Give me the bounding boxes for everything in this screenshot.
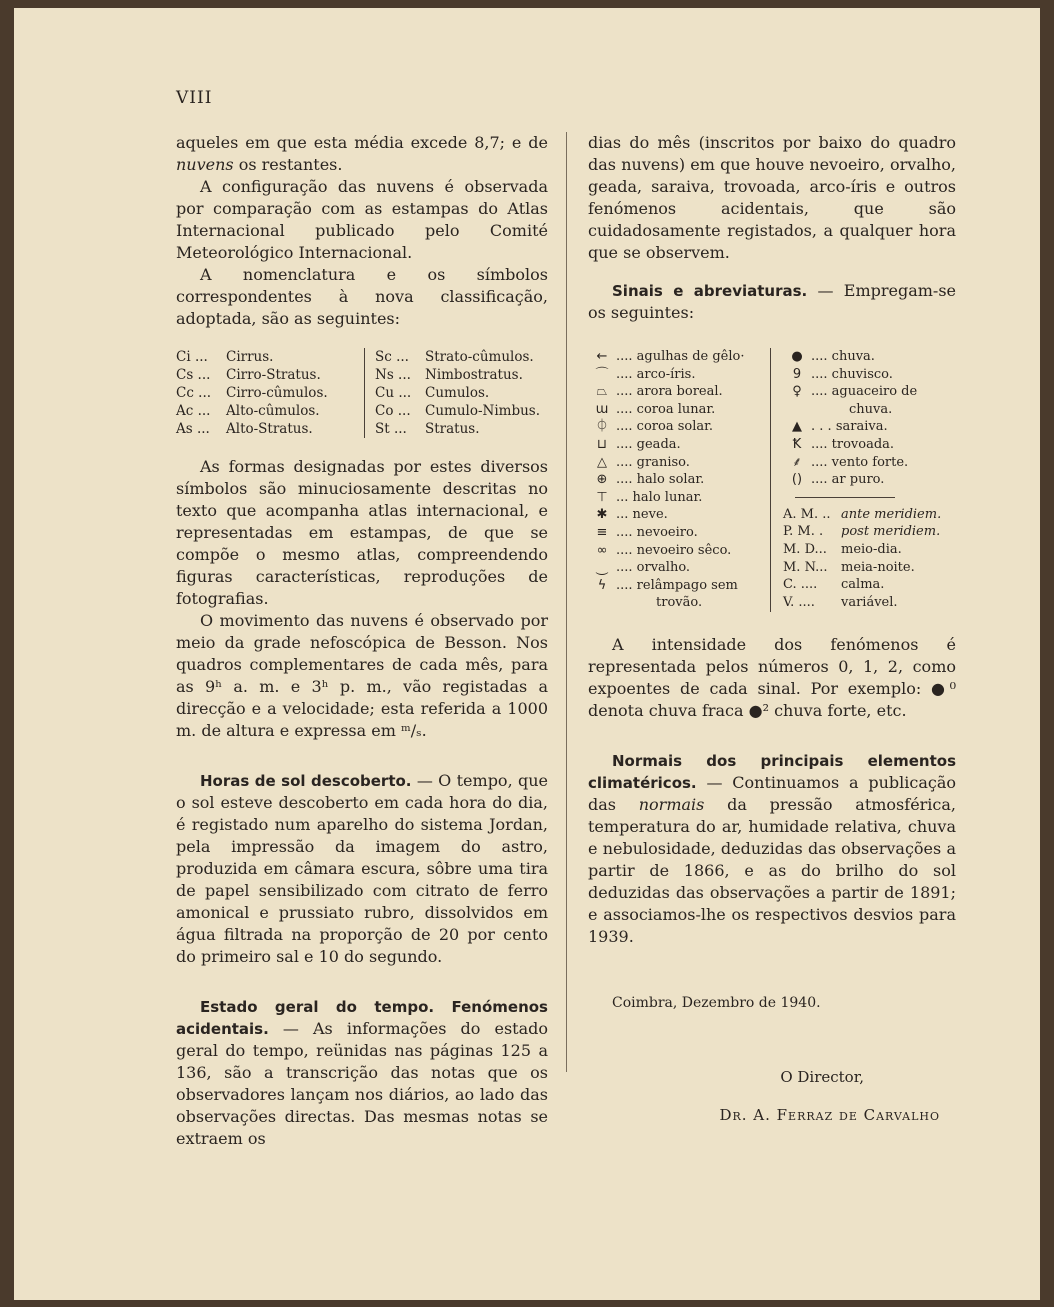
paragraph: As formas designadas por estes diversos símbolos são minuciosamente descritas no texto que acompanha atlas internacional, e representadas em estampas, de que se compõe o mesmo atlas, compreendendo figuras características, reproduções de fotografias. [176, 457, 548, 608]
drizzle-icon: 9 [792, 366, 802, 382]
list-item: ɯ .... coroa lunar. [588, 401, 766, 419]
cloud-list-left [176, 348, 365, 438]
list-item: M. N... meia-noite. [783, 559, 915, 575]
divider [795, 497, 895, 498]
list-item: Cs ... Cirro-Stratus. [176, 367, 321, 383]
list-item: Ns ... Nimbostratus. [375, 367, 523, 383]
paragraph: Horas de sol descoberto. — O tempo, que o sol esteve descoberto em cada hora do dia, é registado num aparelho do sistema Jordan, pela impressão da imagem do astro, produzida em câmara escura, sôbre uma tira de papel sensibilizado com citrato de ferro amonical e prussiato rubro, dissolvidos em água filtrada na proporção de 20 por cento do primeiro sal e 10 do segundo. [176, 771, 548, 966]
list-item: As ... Alto-Stratus. [176, 421, 313, 437]
dew-icon: ⏝ [595, 560, 609, 576]
list-item: ⌒ .... arco-íris. [588, 366, 766, 384]
list-item: Cc ... Cirro-cûmulos. [176, 385, 328, 401]
graupel-icon: △ [597, 454, 607, 470]
thunderstorm-icon: Ꝁ [792, 436, 802, 452]
paragraph: Estado geral do tempo. Fenómenos acidentais. — As informações do estado geral do tempo, reünidas nas páginas 125 a 136, são a transcrição das notas que os observadores lançam nos diários, ao lado das observações directas. Das mesmas notas se extraem os [176, 998, 548, 1148]
list-item: ⊕ .... halo solar. [588, 471, 766, 489]
list-item: Sc ... Strato-cûmulos. [375, 349, 534, 365]
list-item: △ .... graniso. [588, 454, 766, 472]
symbols-table [588, 348, 956, 612]
list-item: ϟ .... relâmpago sem [588, 577, 766, 595]
list-item: ✱ ... neve. [588, 506, 766, 524]
paragraph: A nomenclatura e os símbolos correspondentes à nova classificação, adoptada, são as seguintes: [176, 265, 548, 328]
solar-corona-icon: ⏀ [595, 419, 609, 435]
list-item: M. D... meio-dia. [783, 541, 902, 557]
rain-icon: ● [791, 349, 803, 364]
section-heading: Horas de sol descoberto. [200, 772, 412, 790]
strong-wind-icon: ⸙ [792, 454, 802, 470]
list-item: ⊔ .... geada. [588, 436, 766, 454]
lunar-halo-icon: ⊤ [596, 489, 608, 505]
paragraph: Sinais e abreviaturas. — Empregam-se os seguintes: [588, 281, 957, 322]
list-item: Ci ... Cirrus. [176, 349, 274, 365]
list-item-continuation: chuva. [849, 401, 893, 417]
rainbow-icon: ⌒ [595, 366, 609, 382]
paragraph: dias do mês (inscritos por baixo do quadro das nuvens) em que houve nevoeiro, orvalho, geada, saraiva, trovoada, arco-íris e outros fenómenos acidentais, que são cuidadosamente registados, a qualquer hora que se observem. [588, 133, 956, 262]
solar-halo-icon: ⊕ [596, 472, 608, 488]
list-item-continuation: trovão. [656, 595, 703, 611]
list-item: () .... ar puro. [783, 471, 953, 489]
place-date: Coimbra, Dezembro de 1940. [612, 994, 821, 1011]
symbols-list-right [771, 348, 953, 612]
list-item: ⏝ .... orvalho. [588, 559, 766, 577]
lightning-icon: ϟ [597, 577, 607, 593]
left-column [176, 132, 548, 1150]
fog-icon: ≡ [596, 524, 608, 540]
list-item: Cu ... Cumulos. [375, 385, 490, 401]
signature-name: Dr. A. Ferraz de Carvalho [719, 1105, 940, 1124]
list-item: ← .... agulhas de gêlo· [588, 348, 766, 366]
paragraph: A intensidade dos fenómenos é representada pelos números 0, 1, 2, como expoentes de cada sinal. Por exemplo: ●⁰ denota chuva fraca ●² chuva forte, etc. [588, 634, 956, 720]
list-item: ⸙ .... vento forte. [783, 454, 953, 472]
list-item: ⏀ .... coroa solar. [588, 418, 766, 436]
clear-air-icon: () [791, 472, 803, 488]
list-item: ▲ . . . saraiva. [783, 418, 953, 436]
right-column [588, 132, 956, 1126]
lunar-corona-icon: ɯ [595, 401, 609, 417]
frost-icon: ⊔ [596, 436, 608, 452]
list-item: P. M. . post meridiem. [783, 524, 941, 540]
list-item: ∞ .... nevoeiro sêco. [588, 542, 766, 560]
section-heading: Estado geral do tempo. Fenómenos acidentais. [176, 998, 548, 1038]
symbols-list-left [588, 348, 771, 612]
list-item: ⊤ ... halo lunar. [588, 489, 766, 507]
paragraph: O movimento das nuvens é observado por meio da grade nefoscópica de Besson. Nos quadros complementares de cada mês, para as 9ʰ a. m. e 3ʰ p. m., vão registadas a direcção e a velocidade; esta referida a 1000 m. de altura e expressa em ᵐ/ₛ. [176, 611, 548, 740]
cloud-list-right [365, 348, 540, 438]
list-item: C. .... calma. [783, 577, 885, 593]
cloud-classification-table [176, 348, 548, 438]
list-item: Co ... Cumulo-Nimbus. [375, 403, 541, 419]
section-heading: Normais dos principais elementos climatéricos. [588, 751, 956, 792]
hail-icon: ▲ [792, 419, 802, 435]
list-item: V. .... variável. [783, 594, 898, 610]
list-item: St ... Stratus. [375, 421, 480, 437]
column-divider [566, 132, 567, 1072]
list-item: ● .... chuva. [783, 348, 953, 366]
shower-icon: ♀ [792, 384, 802, 400]
list-item: ≡ .... nevoeiro. [588, 524, 766, 542]
list-item: ♀ .... aguaceiro de [783, 383, 953, 401]
list-item: Ꝁ .... trovoada. [783, 436, 953, 454]
ice-needles-icon: ← [596, 349, 608, 364]
section-heading: Sinais e abreviaturas. [612, 282, 808, 300]
snow-icon: ✱ [596, 507, 608, 523]
paragraph: Normais dos principais elementos climatéricos. — Continuamos a publicação das normais da pressão atmosférica, temperatura do ar, humidade relativa, chuva e nebulosidade, deduzidas das observações a partir de 1866, e as do brilho do sol deduzidas das observações a partir de 1891; e associamos-lhe os respectivos desvios para 1939. [588, 751, 957, 946]
list-item: A. M. .. ante meridiem. [783, 506, 942, 522]
list-item: Ac ... Alto-cûmulos. [176, 403, 320, 419]
list-item: 9 .... chuvisco. [783, 366, 953, 384]
paragraph: A configuração das nuvens é observada por comparação com as estampas do Atlas Internacional publicado pelo Comité Meteorológico Internacional. [176, 177, 548, 262]
page-number: VIII [176, 88, 213, 108]
paragraph: aqueles em que esta média excede 8,7; e de nuvens os restantes. [176, 133, 548, 174]
list-item: ⏢ .... arora boreal. [588, 383, 766, 401]
dry-haze-icon: ∞ [596, 542, 608, 558]
aurora-icon: ⏢ [596, 384, 608, 400]
director-title: O Director, [780, 1067, 864, 1086]
